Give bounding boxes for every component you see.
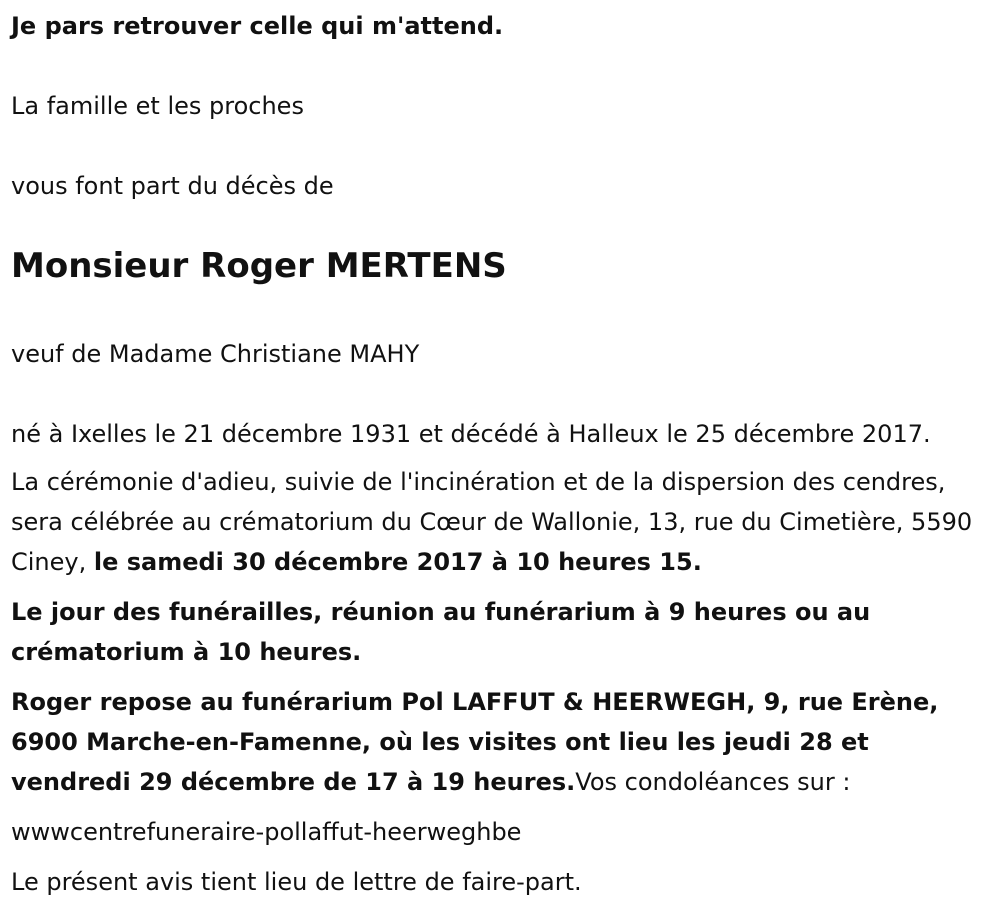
spouse-line: veuf de Madame Christiane MAHY: [11, 340, 420, 368]
epigraph: Je pars retrouver celle qui m'attend.: [11, 12, 504, 40]
condolences-label: Vos condoléances sur :: [575, 768, 851, 796]
deceased-name: Monsieur Roger MERTENS: [11, 246, 507, 286]
birth-death-line: né à Ixelles le 21 décembre 1931 et décédé à Halleux le 25 décembre 2017.: [11, 420, 931, 448]
ceremony-date: le samedi 30 décembre 2017 à 10 heures 15.: [93, 548, 702, 576]
ceremony-text: La cérémonie d'adieu, suivie de l'incinération et de la dispersion des cendres, sera célébrée au crématorium du Cœur de Wallonie, 13, rue du Cimetière, 5590 Ciney,: [11, 468, 973, 576]
visitation-text: Roger repose au funérarium Pol LAFFUT & HEERWEGH, 9, rue Erène, 6900 Marche-en-Famenne, où les visites ont lieu les jeudi 28 et vendredi 29 décembre de 17 à 19 heures.: [11, 688, 939, 796]
closing-line: Le présent avis tient lieu de lettre de faire-part.: [11, 868, 582, 896]
website-line: wwwcentrefuneraire-pollaffut-heerweghbe: [11, 818, 522, 846]
ceremony-paragraph: [11, 462, 991, 582]
visitation-paragraph: [11, 682, 991, 802]
family-line: La famille et les proches: [11, 92, 304, 120]
announcement-line: vous font part du décès de: [11, 172, 334, 200]
funeral-day-paragraph: Le jour des funérailles, réunion au funérarium à 9 heures ou au crématorium à 10 heures.: [11, 598, 871, 666]
